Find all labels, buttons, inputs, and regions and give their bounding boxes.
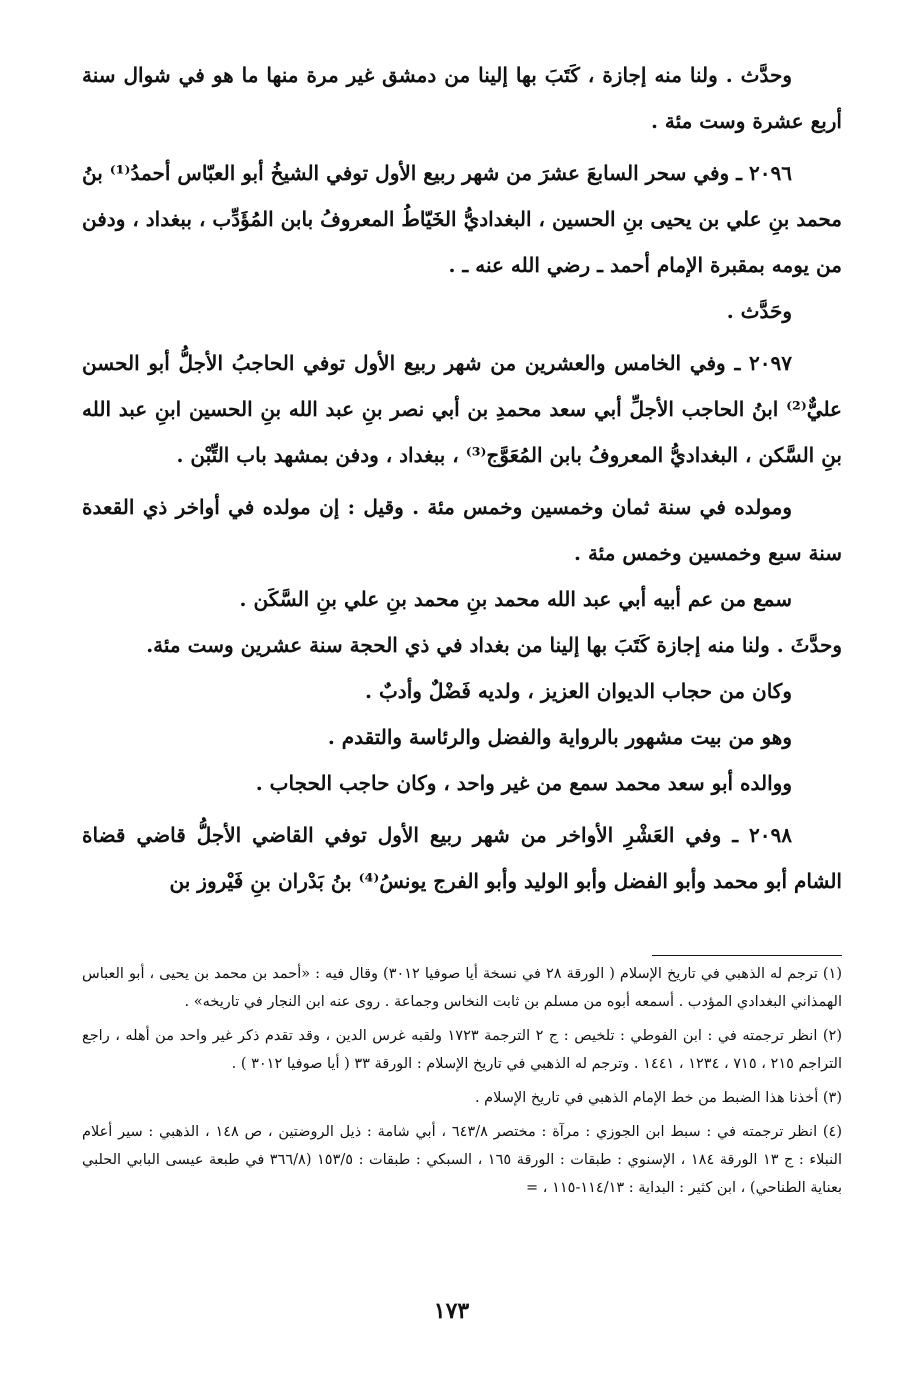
paragraph-entry-2096: ٢٠٩٦ ـ وفي سحر السابعَ عشرَ من شهر ربيع الأول توفي الشيخُ أبو العبّاس أحمدُ⁽¹⁾ بنُ محمد بنِ علي بن يحيى بنِ الحسين ، البغداديُّ الخَيّاطُ المعروفُ بابن المُؤَدِّب ، ببغداد ، ودفن من يومه بمقبرة الإمام أحمد ـ رضي الله عنه ـ . [82, 161, 842, 277]
footnote-4: (٤) انظر ترجمته في : سبط ابن الجوزي : مرآة : مختصر ٦٤٣/٨ ، أبي شامة : ذيل الروضتين ، ص ١٤٨ ، الذهبي : سير أعلام النبلاء : ج ١٣ الورقة ١٨٤ ، الإسنوي : طبقات : الورقة ١٦٥ ، السبكي : طبقات : ١٥٣/٥ (٣٦٦/٨ في طبعة عيسى البابي الحلبي بعناية الطناحي) ، ابن كثير : البداية : ١١٤/١٣-١١٥ ، = [82, 1124, 842, 1196]
main-text [82, 52, 842, 904]
page-number: ١٧٣ [433, 1298, 470, 1324]
line-samia: سمع من عم أبيه أبي عبد الله محمد بنِ محمد بنِ علي بنِ السَّكَن . [239, 587, 792, 611]
line-ijaza: وحدَّثَ . ولنا منه إجازة كَتَبَ بها إلينا من بغداد في ذي الحجة سنة عشرين وست مئة. [146, 633, 842, 657]
paragraph-entry-2097: ٢٠٩٧ ـ وفي الخامس والعشرين من شهر ربيع الأول توفي الحاجبُ الأجلُّ أبو الحسن عليٌّ⁽²⁾ ابنُ الحاجب الأجلِّ أبي سعد محمدِ بن أبي نصر بنِ عبد الله بنِ الحسين ابنِ عبد الله بنِ السَّكن ، البغداديُّ المعروفُ بابن المُعَوَّج⁽³⁾ ، ببغداد ، ودفن بمشهد باب التِّبْن . [82, 351, 842, 467]
page-body [82, 52, 842, 904]
line-hujjab: وكان من حجاب الديوان العزيز ، ولديه فَضْلٌ وأدبٌ . [365, 679, 792, 703]
paragraph-haddath: وحَدَّث . [726, 299, 792, 323]
paragraph-birth: ومولده في سنة ثمان وخمسين وخمس مئة . وقيل : إن مولده في أواخر ذي القعدة سنة سبع وخمسين وخمس مئة . [82, 495, 842, 565]
footnote-separator [652, 955, 842, 956]
line-bayt: وهو من بيت مشهور بالرواية والفضل والرئاسة والتقدم . [327, 725, 792, 749]
paragraph-intro: وحدَّث . ولنا منه إجازة ، كَتَبَ بها إلينا من دمشق غير مرة منها ما هو في شوال سنة أربع عشرة وست مئة . [82, 63, 842, 133]
footnotes [82, 960, 842, 1208]
line-walid: ووالده أبو سعد محمد سمع من غير واحد ، وكان حاجب الحجاب . [255, 771, 792, 795]
footnote-1: (١) ترجم له الذهبي في تاريخ الإسلام ( الورقة ٢٨ في نسخة أيا صوفيا ٣٠١٢) وقال فيه : «أحمد بن محمد بن يحيى ، أبو العباس الهمذاني البغدادي المؤدب . أسمعه أبوه من مسلم بن ثابت النخاس وجماعة . روى عنه ابن النجار في تاريخه» . [82, 966, 842, 1010]
paragraph-entry-2098: ٢٠٩٨ ـ وفي العَشْرِ الأواخر من شهر ربيع الأول توفي القاضي الأجلُّ قاضي قضاة الشام أبو محمد وأبو الفضل وأبو الوليد وأبو الفرج يونسُ⁽⁴⁾ بنُ بَدْران بنِ فَيْروز بن [82, 823, 842, 893]
footnote-2: (٢) انظر ترجمته في : ابن الفوطي : تلخيص : ج ٢ الترجمة ١٧٢٣ ولقبه غرس الدين ، وقد تقدم ذكر غير واحد من أهله ، راجع التراجم ٢١٥ ، ٧١٥ ، ١٢٣٤ ، ١٤٤١ . وترجم له الذهبي في تاريخ الإسلام : الورقة ٣٣ ( أيا صوفيا ٣٠١٢ ) . [82, 1028, 843, 1072]
footnote-3: (٣) أخذنا هذا الضبط من خط الإمام الذهبي في تاريخ الإسلام . [474, 1090, 842, 1106]
